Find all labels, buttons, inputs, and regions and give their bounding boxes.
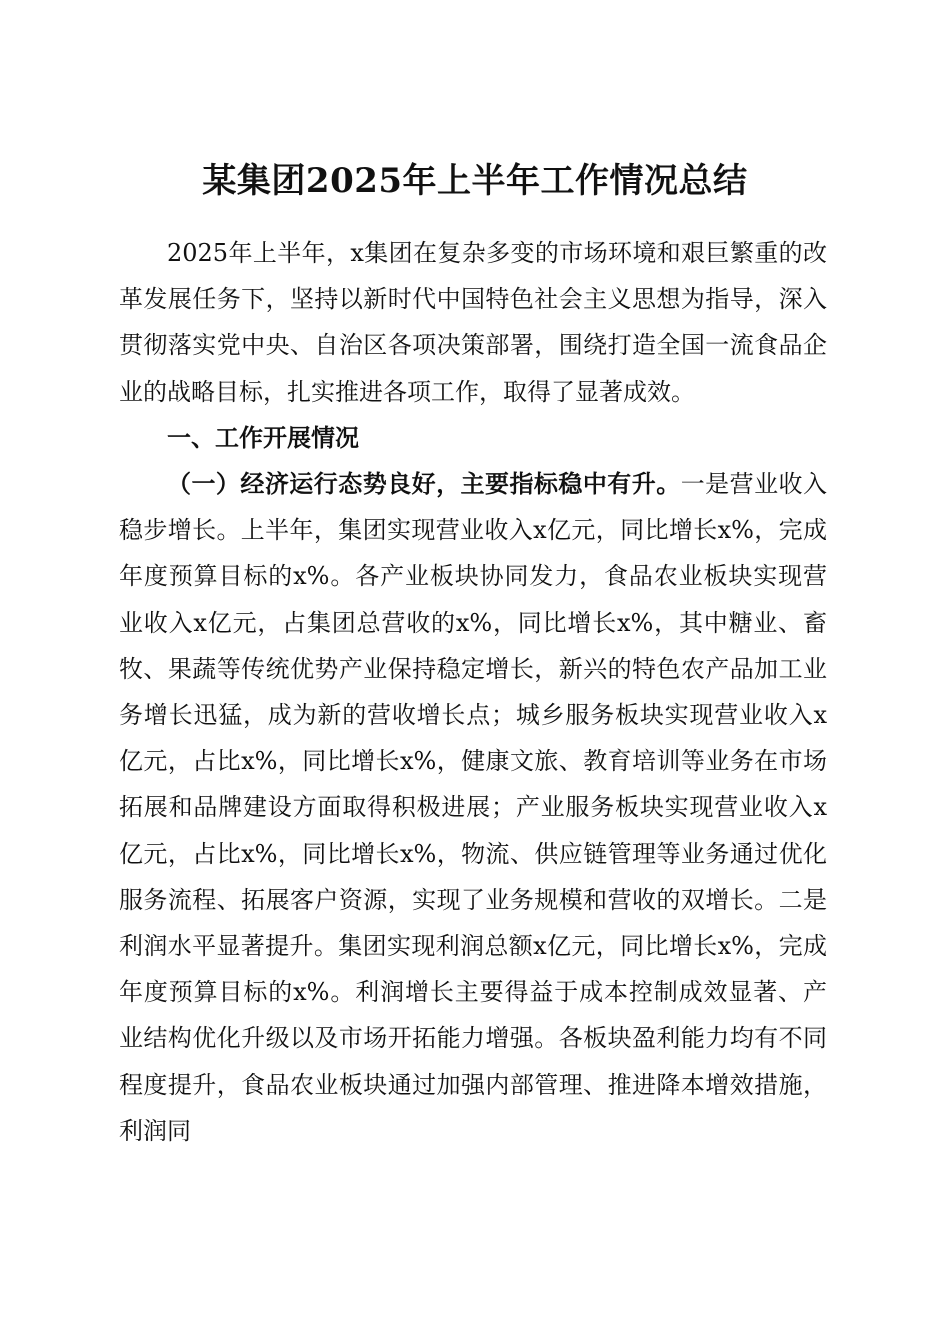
subsection-body: 一是营业收入稳步增长。上半年，集团实现营业收入x亿元，同比增长x%，完成年度预算目标的x%。各产业板块协同发力，食品农业板块实现营业收入x亿元，占集团总营收的x%，同比增长x%，其中糖业、畜牧、果蔬等传统优势产业保持稳定增长，新兴的特色农产品加工业务增长迅猛，成为新的营收增长点；城乡服务板块实现营业收入x亿元，占比x%，同比增长x%，健康文旅、教育培训等业务在市场拓展和品牌建设方面取得积极进展；产业服务板块实现营业收入x亿元，占比x%，同比增长x%，物流、供应链管理等业务通过优化服务流程、拓展客户资源，实现了业务规模和营收的双增长。二是利润水平显著提升。集团实现利润总额x亿元，同比增长x%，完成年度预算目标的x%。利润增长主要得益于成本控制成效显著、产业结构优化升级以及市场开拓能力增强。各板块盈利能力均有不同程度提升，食品农业板块通过加强内部管理、推进降本增效措施，利润同 [119,470,828,1145]
document-body [119,230,827,1154]
section-heading: 一、工作开展情况 [167,423,359,452]
subsection-paragraph [119,461,827,1154]
document-title: 某集团2025年上半年工作情况总结 [202,160,748,201]
subsection-lead: （一）经济运行态势良好，主要指标稳中有升。 [167,469,681,499]
intro-paragraph: 2025年上半年，x集团在复杂多变的市场环境和艰巨繁重的改革发展任务下，坚持以新时代中国特色社会主义思想为指导，深入贯彻落实党中央、自治区各项决策部署，围绕打造全国一流食品企业的战略目标，扎实推进各项工作，取得了显著成效。 [119,239,827,406]
